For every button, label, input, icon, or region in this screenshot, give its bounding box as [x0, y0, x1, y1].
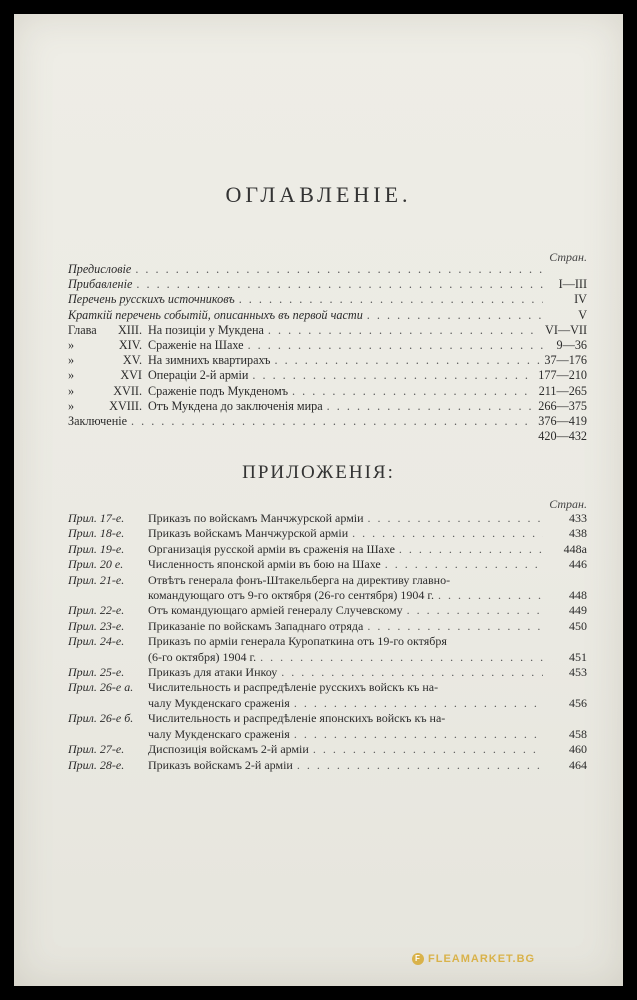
appendix-number: Прил. 25-е.	[68, 665, 125, 680]
toc-entry-text: Перечень русскихъ источниковъ	[68, 292, 235, 307]
appendix-entry-page: 451	[569, 649, 587, 664]
toc-entry	[68, 292, 587, 307]
toc-entry-title	[68, 308, 363, 323]
appendix-entry-text: Приказаніе по войскамъ Западнаго отряда	[148, 618, 364, 633]
toc-entry	[68, 399, 587, 414]
appendix-entry-text: Приказъ по войскамъ Манчжурской арміи	[148, 511, 364, 525]
chapter-label: Глава	[68, 322, 97, 337]
appendix-entry-page: 456	[569, 695, 587, 710]
appendix-entry-page: 433	[569, 511, 587, 525]
toc-entry-title	[68, 353, 270, 368]
watermark-logo-icon: F	[412, 953, 424, 965]
pages-column-label: Стран.	[549, 250, 587, 264]
toc-entry-title	[68, 277, 132, 292]
toc-entry	[68, 308, 587, 323]
appendix-number: Прил. 28-е.	[68, 757, 125, 772]
appendix-number: Прил. 22-е.	[68, 603, 125, 618]
appendix-title: ПРИЛОЖЕНІЯ:	[242, 462, 395, 483]
toc-entry-text: На позиціи у Мукдена	[148, 322, 264, 337]
appendix-entry-text: Отъ командующаго арміей генералу Случевскому	[148, 603, 403, 618]
toc-entry-title	[68, 262, 131, 277]
appendix-entry-text: Приказъ войскамъ 2-й арміи	[148, 757, 293, 772]
toc-entry-text: Отъ Мукдена до заключенія мира	[148, 398, 323, 413]
toc-entry-text: Прибавленіе	[68, 277, 133, 292]
appendix-entry	[68, 634, 587, 649]
toc-entry-page: 420—432	[538, 429, 587, 444]
toc-entry-page: 37—176	[544, 353, 587, 368]
chapter-number: XV.	[122, 353, 142, 368]
appendix-number: Прил. 27-е.	[68, 742, 125, 757]
appendix-entry-continuation	[68, 727, 587, 742]
appendix-entry-page: 438	[569, 526, 587, 541]
toc-entry	[68, 384, 587, 399]
appendix-entry	[68, 742, 587, 757]
appendix-entry-page: 448a	[563, 541, 587, 556]
appendix-entry-continuation	[68, 650, 587, 665]
toc-entry-page: 9—36	[556, 338, 587, 353]
appendix-entry-page: 453	[569, 665, 587, 680]
toc-entry	[68, 414, 587, 429]
toc-entry-title	[68, 414, 127, 429]
appendix-entry-text: Числительность и распредѣленіе русскихъ войскъ къ на-	[148, 680, 439, 695]
toc-entry-text: На зимнихъ квартирахъ	[148, 353, 271, 368]
page-title: ОГЛАВЛЕНІЕ.	[225, 182, 412, 207]
appendix-entry	[68, 511, 587, 526]
appendix-list	[68, 511, 587, 773]
appendix-entry	[68, 619, 587, 634]
appendix-entry	[68, 557, 587, 572]
appendix-entry-text: Приказъ по арміи генерала Куропаткина отъ 19-го октября	[148, 634, 447, 649]
toc-entry-text: Краткій перечень событій, описанныхъ въ первой части	[68, 307, 363, 322]
chapter-label: »	[68, 338, 75, 353]
appendix-entry	[68, 542, 587, 557]
appendix-entry-text-continued: чалу Мукденскаго сраженія	[148, 695, 290, 710]
appendix-entry	[68, 680, 587, 695]
toc-entry-title	[68, 384, 288, 399]
appendix-entry-page: 460	[569, 742, 587, 757]
appendix-number: Прил. 26-е б.	[68, 711, 134, 726]
toc-entry-title	[68, 323, 264, 338]
appendix-entry-page: 458	[569, 726, 587, 741]
toc-entry	[68, 429, 587, 444]
appendix-number: Прил. 24-е.	[68, 634, 125, 649]
chapter-label: »	[68, 398, 75, 413]
toc-entry-page: 376—419	[538, 414, 587, 429]
toc-entry-text: Операціи 2-й арміи	[148, 368, 249, 383]
appendix-entry-page: 448	[569, 588, 587, 603]
toc-entry-page: 266—375	[538, 398, 587, 413]
appendix-entry-text-continued: чалу Мукденскаго сраженія	[148, 726, 290, 741]
appendix-entry-page: 450	[569, 618, 587, 633]
toc-entry-page: 211—265	[538, 383, 587, 398]
toc-entry	[68, 262, 587, 277]
appendix-entry-text: Приказъ войскамъ Манчжурской арміи	[148, 526, 349, 541]
appendix-number: Прил. 19-е.	[68, 541, 125, 556]
chapter-label: »	[68, 383, 75, 398]
chapter-label: »	[68, 353, 75, 368]
table-of-contents	[68, 262, 587, 444]
chapter-number: XVI	[120, 368, 142, 383]
appendix-entry-page: 446	[569, 557, 587, 572]
appendix-entry	[68, 573, 587, 588]
appendix-entry	[68, 758, 587, 773]
toc-entry-text: Сраженіе на Шахе	[148, 338, 244, 353]
appendix-entry	[68, 665, 587, 680]
appendix-entry-page: 449	[569, 603, 587, 618]
toc-entry	[68, 277, 587, 292]
watermark-text: FLEAMARKET.BG	[428, 953, 536, 965]
appendix-entry-text: Числительность и распредѣленіе японскихъ войскъ къ на-	[148, 711, 446, 726]
toc-entry-text: Предисловіе	[68, 262, 132, 276]
toc-entry-text: Сраженіе подъ Мукденомъ	[148, 383, 289, 398]
chapter-number: XVII.	[113, 383, 142, 398]
appendix-number: Прил. 21-е.	[68, 572, 125, 587]
appendix-pages-column-label: Стран.	[549, 497, 587, 511]
appendix-number: Прил. 26-е а.	[68, 680, 134, 695]
appendix-number: Прил. 20 е.	[68, 557, 124, 572]
toc-entry-page: VI—VII	[545, 322, 587, 337]
appendix-number: Прил. 17-е.	[68, 511, 125, 525]
appendix-entry-text: Организація русской арміи въ сраженія на Шахе	[148, 541, 395, 556]
toc-entry-page: 177—210	[538, 368, 587, 383]
appendix-entry-continuation	[68, 696, 587, 711]
appendix-entry	[68, 711, 587, 726]
appendix-entry-continuation	[68, 588, 587, 603]
appendix-entry-text: Численность японской арміи въ бою на Шахе	[148, 557, 381, 572]
toc-entry-title	[68, 338, 244, 353]
toc-entry-page: IV	[574, 292, 587, 307]
toc-entry-page: V	[578, 307, 587, 322]
appendix-entry	[68, 603, 587, 618]
toc-entry-title	[68, 292, 235, 307]
toc-entry-title	[68, 368, 248, 383]
toc-entry	[68, 323, 587, 338]
appendix-entry-page: 464	[569, 757, 587, 772]
chapter-number: XVIII.	[109, 398, 142, 413]
chapter-number: XIII.	[117, 322, 142, 337]
chapter-number: XIV.	[118, 338, 142, 353]
toc-entry-page: I—III	[558, 277, 587, 292]
appendix-entry	[68, 526, 587, 541]
toc-entry	[68, 353, 587, 368]
appendix-entry-text-continued: (6-го октября) 1904 г.	[148, 649, 257, 664]
appendix-entry-text: Приказъ для атаки Инкоу	[148, 665, 278, 680]
appendix-entry-text-continued: командующаго отъ 9-го октября (26-го сентября) 1904 г.	[148, 588, 434, 603]
toc-entry-title	[68, 399, 323, 414]
toc-entry	[68, 368, 587, 383]
toc-entry-text: Заключеніе	[68, 414, 128, 429]
appendix-number: Прил. 18-е.	[68, 526, 125, 541]
book-page	[14, 14, 623, 986]
appendix-number: Прил. 23-е.	[68, 618, 125, 633]
chapter-label: »	[68, 368, 75, 383]
appendix-entry-text: Диспозиція войскамъ 2-й арміи	[148, 742, 309, 757]
appendix-entry-text: Отвѣтъ генерала фонъ-Штакельберга на директиву главно-	[148, 572, 451, 587]
toc-entry	[68, 338, 587, 353]
watermark	[412, 953, 535, 965]
